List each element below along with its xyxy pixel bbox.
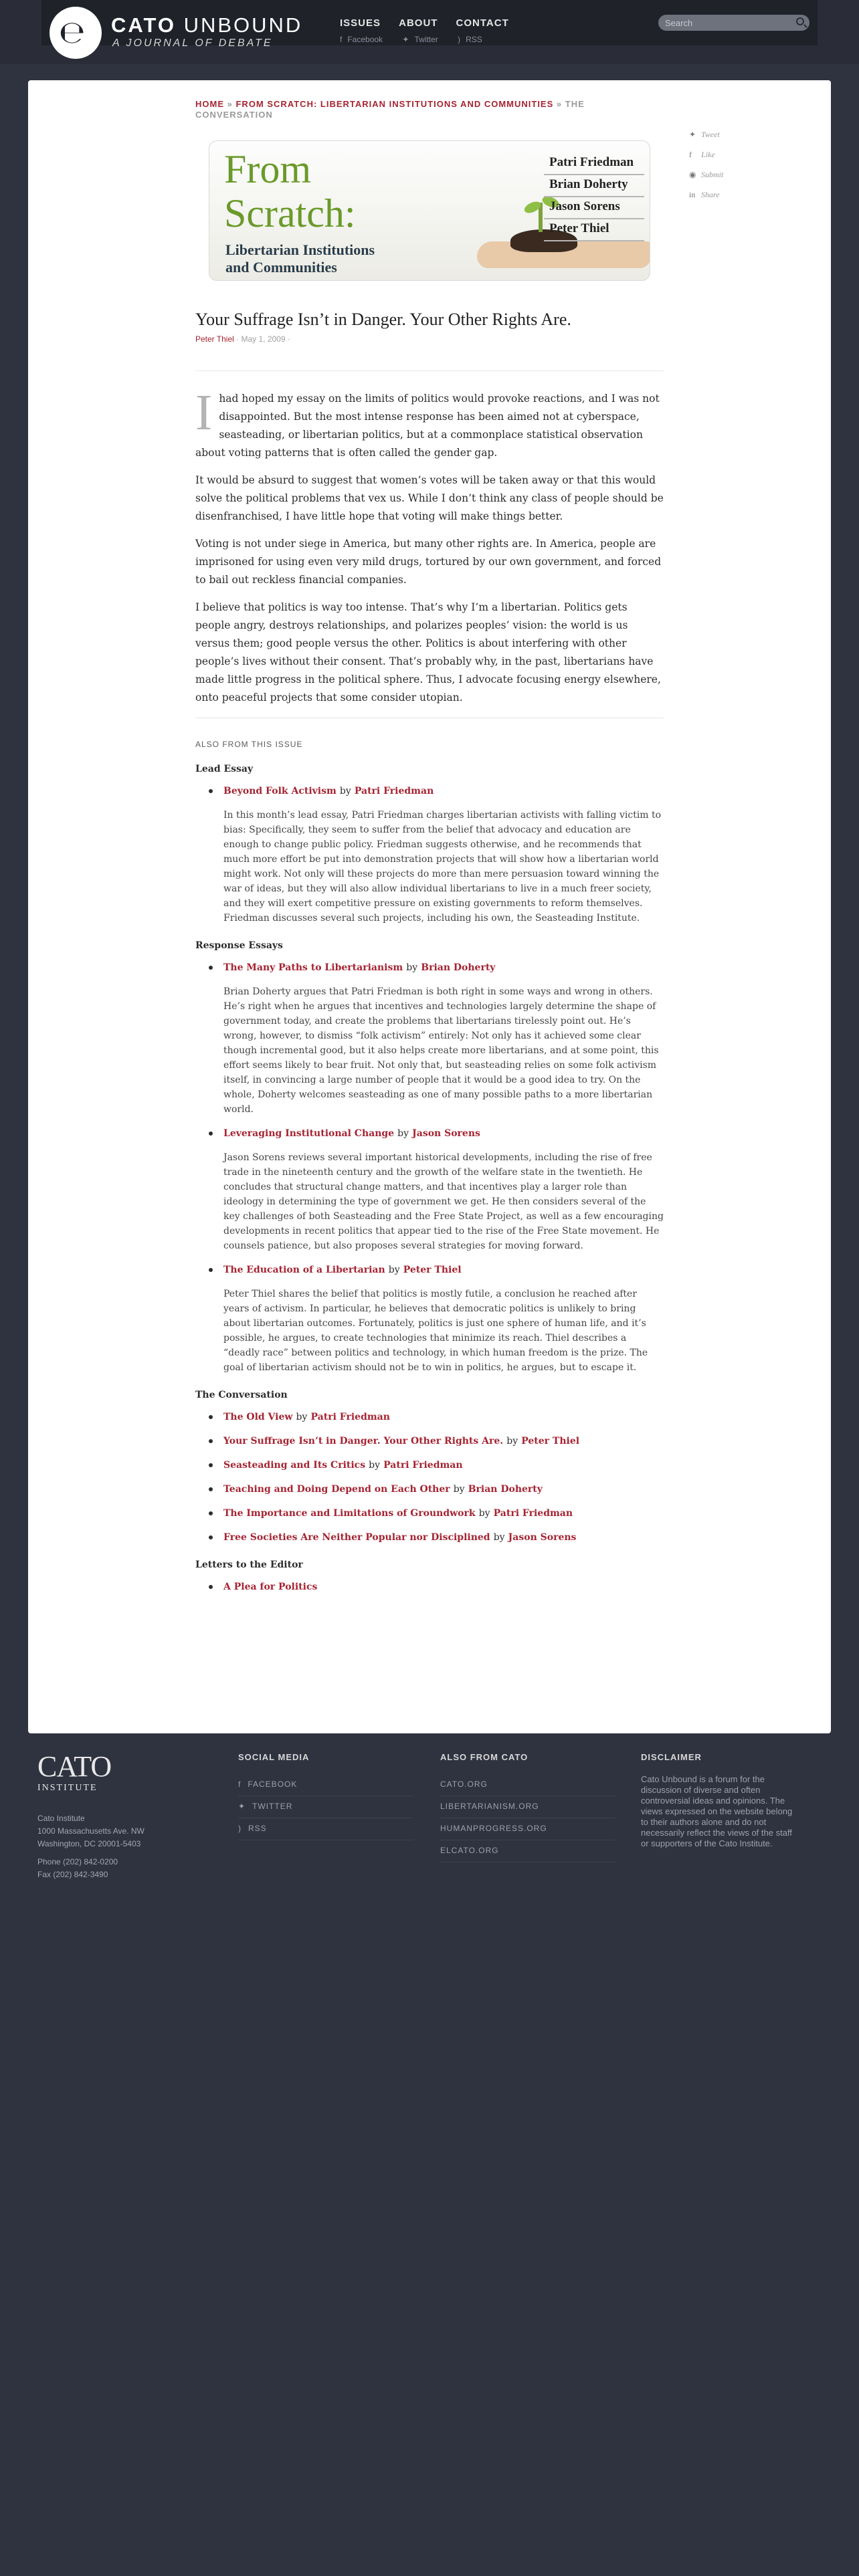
cato-logo[interactable]: CATO xyxy=(37,1750,112,1783)
article-title: Your Suffrage Isn’t in Danger. Your Other Rights Are. xyxy=(195,310,571,329)
list-item: Seasteading and Its Critics by Patri Friedman xyxy=(223,1458,664,1473)
author-link[interactable]: Peter Thiel xyxy=(403,1265,462,1275)
essay-link[interactable]: The Importance and Limitations of Groundwork xyxy=(223,1508,476,1519)
banner-author: Peter Thiel xyxy=(544,219,644,241)
list-item: Free Societies Are Neither Popular nor Disciplined by Jason Sorens xyxy=(223,1530,664,1545)
article-body xyxy=(195,385,664,707)
essay-summary: Jason Sorens reviews several important historical developments, including the rise of free trade in the nineteenth century and the growth of the welfare state in the twentieth. He concludes that structural change matters, and that incentives play a larger role than ideology in determining the type of government we get. He then considers several of the key challenges of both Seasteading and the Free State Project, as well as a few encouraging developments in recent politics that appear tied to the rise of the Free State movement. He counsels patience, but also proposes several strategies for moving forward. xyxy=(223,1152,664,1251)
footer-also xyxy=(440,1752,615,1862)
search-input[interactable] xyxy=(665,17,785,29)
paragraph: Voting is not under siege in America, but many other rights are. In America, people are imprisoned for using even very mild drugs, tortured by our own government, and forced to bail out reckless financial companies. xyxy=(195,538,662,586)
stumbleupon-icon: ◉ xyxy=(689,170,696,179)
essay-link[interactable]: Teaching and Doing Depend on Each Other xyxy=(223,1484,450,1495)
search-icon[interactable] xyxy=(796,17,804,25)
site-title[interactable]: CATO UNBOUND xyxy=(111,13,303,37)
search-box xyxy=(658,15,809,31)
twitter-link[interactable]: ✦ Twitter xyxy=(402,35,438,44)
disclaimer-text: Cato Unbound is a forum for the discussion of diverse and often controversial ideas and opinions. The views expressed on the website belong to their authors alone and do not necessarily reflect the views of the staff or supporters of the Cato Institute. xyxy=(641,1774,793,1848)
essay-link[interactable]: Leveraging Institutional Change xyxy=(223,1128,395,1139)
list-item: Beyond Folk Activism by Patri Friedman In this month’s lead essay, Patri Friedman charges libertarian activists with falling victim to bias: Specifically, they seem to suffer from the belief that advocacy and education are enough to change public policy. Friedman suggests otherwise, and he recommends that much more effort be put into demonstration projects that will show how a libertarian world might work. Not only will these projects do more than mere persuasion toward winning the war of ideas, but they will also allow individual libertarians to live in a much freer society, and they will exert competitive pressure on existing governments to reform themselves. Friedman discusses several such projects, including his own, the Seasteading Institute. xyxy=(223,784,664,926)
author-link[interactable]: Patri Friedman xyxy=(383,1460,463,1471)
facebook-icon: f xyxy=(689,150,692,159)
divider xyxy=(195,370,664,371)
footer-link[interactable]: LIBERTARIANISM.ORG xyxy=(440,1796,615,1818)
cato-logo-sub: INSTITUTE xyxy=(37,1783,98,1793)
main-card xyxy=(28,80,831,1733)
footer-social xyxy=(238,1752,413,1840)
footer-link[interactable]: ELCATO.ORG xyxy=(440,1840,615,1862)
share-button[interactable]: in Share xyxy=(689,190,720,199)
twitter-icon: ✦ xyxy=(689,130,696,139)
list-item: Leveraging Institutional Change by Jason Sorens Jason Sorens reviews several important historical developments, including the rise of free trade in the nineteenth century and the growth of the welfare state in the twentieth. He concludes that structural change matters, and that incentives play a larger role than ideology in determining the type of government we get. He then considers several of the key challenges of both Seasteading and the Free State Project, as well as a few encouraging developments in recent politics that appear tied to the rise of the Free State movement. He counsels patience, but also proposes several strategies for moving forward. xyxy=(223,1126,664,1253)
banner-author: Jason Sorens xyxy=(544,197,644,219)
breadcrumb-section[interactable]: FROM SCRATCH: LIBERTARIAN INSTITUTIONS AND COMMUNITIES xyxy=(235,99,554,109)
letters-list xyxy=(223,1580,664,1594)
footer-heading: ALSO FROM CATO xyxy=(440,1752,529,1762)
essay-summary: In this month’s lead essay, Patri Friedman charges libertarian activists with falling victim to bias: Specifically, they seem to suffer from the belief that advocacy and education are enough to change public policy. Friedman suggests otherwise, and he recommends that much more effort be put into demonstration projects that will show how a libertarian world might work. Not only will these projects do more than mere persuasion toward winning the war of ideas, but they will also allow individual libertarians to live in a much freer society, and they will exert competitive pressure on existing governments to reform themselves. Friedman discusses several such projects, including his own, the Seasteading Institute. xyxy=(223,810,662,924)
footer-contact xyxy=(37,1752,145,1881)
response-essay-list xyxy=(223,960,664,1375)
essay-link[interactable]: The Many Paths to Libertarianism xyxy=(223,962,403,973)
banner-authors xyxy=(544,153,644,241)
author-link[interactable]: Peter Thiel xyxy=(195,334,234,344)
main-nav xyxy=(340,16,524,29)
footer-twitter-link[interactable]: ✦ TWITTER xyxy=(238,1796,413,1818)
issue-banner[interactable] xyxy=(209,140,650,281)
rss-link[interactable]: ) RSS xyxy=(458,35,482,44)
site-header xyxy=(0,0,859,64)
footer-link[interactable]: CATO.ORG xyxy=(440,1774,615,1796)
author-link[interactable]: Patri Friedman xyxy=(493,1508,573,1519)
conversation-heading: The Conversation xyxy=(195,1390,288,1400)
publish-date: · May 1, 2009 · xyxy=(233,334,290,344)
list-item: The Old View by Patri Friedman xyxy=(223,1410,664,1424)
list-item: The Education of a Libertarian by Peter Thiel Peter Thiel shares the belief that politics is mostly futile, a conclusion he reached after years of activism. In particular, he believes that democratic politics is unlikely to bring about libertarian outcomes. Fortunately, politics is just one sphere of human life, and it’s possible, he argues, to create technologies that minimize its reach. Thiel describes a “deadly race” between politics and technology, in which human freedom is the prize. The goal of libertarian activism should not be to win in politics, he argues, but to escape it. xyxy=(223,1263,664,1375)
paragraph: I believe that politics is way too intense. That’s why I’m a libertarian. Politics gets people angry, destroys relationships, and polarizes peoples’ vision: the world is us versus them; good people versus the other. Politics is about interfering with other people’s lives without their consent. That’s probably why, in the past, libertarians have made little progress in the political sphere. Thus, I advocate focusing energy elsewhere, onto peaceful projects that some consider utopian. xyxy=(195,601,661,704)
list-item: Your Suffrage Isn’t in Danger. Your Other Rights Are. by Peter Thiel xyxy=(223,1434,664,1448)
twitter-icon: ✦ xyxy=(238,1802,246,1811)
author-link[interactable]: Jason Sorens xyxy=(412,1128,480,1139)
author-link[interactable]: Brian Doherty xyxy=(468,1484,543,1495)
footer-rss-link[interactable]: ) RSS xyxy=(238,1818,413,1840)
author-link[interactable]: Patri Friedman xyxy=(310,1412,390,1422)
breadcrumb-home[interactable]: HOME xyxy=(195,99,224,109)
like-button[interactable]: f Like xyxy=(689,150,715,159)
nav-about[interactable]: ABOUT xyxy=(399,17,438,29)
paragraph: It would be absurd to suggest that women’s votes will be taken away or that this would solve the political problems that vex us. While I don’t think any class of people should be disenfranchised, I have little hope that voting will make things better. xyxy=(195,474,664,522)
banner-author: Patri Friedman xyxy=(544,153,644,175)
breadcrumb-current: THE CONVERSATION xyxy=(195,99,585,120)
byline xyxy=(195,334,664,344)
facebook-icon: f xyxy=(340,35,343,44)
author-link[interactable]: Patri Friedman xyxy=(354,786,434,796)
banner-subtitle-line1: Libertarian Institutions xyxy=(225,241,375,258)
essay-summary: Brian Doherty argues that Patri Friedman is both right in some ways and wrong in others. He’s right when he argues that incentives and technologies largely determine the shape of government today, and create the problems that libertarians tirelessly point out. He’s wrong, however, to dismiss “folk activism” entirely: Not only has it achieved some clear though incremental good, but it also helps create more libertarians, and at some point, this effort seems likely to bear fruit. Not only that, but seasteading relies on some folk activism itself, in convincing a large number of people that it would be a good idea to try. On the whole, Doherty welcomes seasteading as one of many possible paths to a more libertarian world. xyxy=(223,986,659,1115)
letters-heading: Letters to the Editor xyxy=(195,1560,303,1570)
list-item xyxy=(223,1580,664,1594)
nav-issues[interactable]: ISSUES xyxy=(340,17,381,29)
essay-link[interactable]: Your Suffrage Isn’t in Danger. Your Other Rights Are. xyxy=(223,1436,504,1446)
essay-link[interactable]: Free Societies Are Neither Popular nor Disciplined xyxy=(223,1532,490,1543)
essay-link[interactable]: Beyond Folk Activism xyxy=(223,786,337,796)
twitter-icon: ✦ xyxy=(402,35,409,44)
list-item: Teaching and Doing Depend on Each Other by Brian Doherty xyxy=(223,1482,664,1497)
lead-essay-heading: Lead Essay xyxy=(195,764,254,774)
author-link[interactable]: Peter Thiel xyxy=(521,1436,580,1446)
share-panel xyxy=(689,130,723,210)
logo-icon[interactable]: ℮ xyxy=(50,7,102,59)
rss-icon: ) xyxy=(238,1824,242,1833)
conversation-list xyxy=(223,1410,664,1545)
nav-contact[interactable]: CONTACT xyxy=(456,17,509,29)
banner-author: Brian Doherty xyxy=(544,175,644,197)
facebook-icon: f xyxy=(238,1780,242,1789)
submit-button[interactable]: ◉ Submit xyxy=(689,170,724,179)
article-column xyxy=(195,99,664,1604)
list-item: The Importance and Limitations of Groundwork by Patri Friedman xyxy=(223,1506,664,1521)
essay-summary: Peter Thiel shares the belief that politics is mostly futile, a conclusion he reached after years of activism. In particular, he believes that democratic politics is unlikely to bring about libertarian outcomes. Fortunately, politics is just one sphere of human life, and it’s possible, he argues, to create technologies that minimize its reach. Thiel describes a “deadly race” between politics and technology, in which human freedom is the prize. The goal of libertarian activism should not be to win in politics, he argues, but to escape it. xyxy=(223,1289,648,1373)
author-link[interactable]: Jason Sorens xyxy=(508,1532,577,1543)
footer-facebook-link[interactable]: f FACEBOOK xyxy=(238,1774,413,1796)
essay-link[interactable]: Seasteading and Its Critics xyxy=(223,1460,366,1471)
essay-link[interactable]: The Old View xyxy=(223,1412,293,1422)
also-heading: ALSO FROM THIS ISSUE xyxy=(195,740,303,749)
banner-subtitle-line2: and Communities xyxy=(225,259,337,276)
tweet-button[interactable]: ✦ Tweet xyxy=(689,130,720,139)
linkedin-icon: in xyxy=(689,190,696,199)
address: Cato Institute 1000 Massachusetts Ave. NW Washington, DC 20001-5403 Phone (202) 842-0200 Fax (202) 842-3490 xyxy=(37,1814,145,1879)
footer-heading: DISCLAIMER xyxy=(641,1752,702,1762)
rss-icon: ) xyxy=(458,35,461,44)
essay-link[interactable]: The Education of a Libertarian xyxy=(223,1265,385,1275)
paragraph: Ihad hoped my essay on the limits of politics would provoke reactions, and I was not disappointed. But the most intense response has been aimed not at cyberspace, seasteading, or libertarian politics, but at a commonplace statistical observation about voting patterns that is often called the gender gap. xyxy=(195,385,660,459)
lead-essay-list xyxy=(223,784,664,926)
footer-link[interactable]: HUMANPROGRESS.ORG xyxy=(440,1818,615,1840)
letter-link[interactable]: A Plea for Politics xyxy=(223,1582,318,1592)
facebook-link[interactable]: f Facebook xyxy=(340,35,383,44)
list-item: The Many Paths to Libertarianism by Brian Doherty Brian Doherty argues that Patri Friedman is both right in some ways and wrong in others. He’s right when he argues that incentives and technologies largely determine the shape of government today, and create the problems that libertarians tirelessly point out. He’s wrong, however, to dismiss “folk activism” entirely: Not only has it achieved some clear though incremental good, but it also helps create more libertarians, and at some point, this effort seems likely to bear fruit. Not only that, but seasteading relies on some folk activism itself, in convincing a large number of people that it would be a good idea to try. On the whole, Doherty welcomes seasteading as one of many possible paths to a more libertarian world. xyxy=(223,960,664,1117)
header-social xyxy=(340,35,500,44)
banner-title-line2: Scratch: xyxy=(224,191,356,235)
footer-heading: SOCIAL MEDIA xyxy=(238,1752,310,1762)
site-subtitle: A JOURNAL OF DEBATE xyxy=(112,37,273,49)
breadcrumb: HOME » FROM SCRATCH: LIBERTARIAN INSTITUTIONS AND COMMUNITIES » THE CONVERSATION xyxy=(195,99,585,120)
footer-disclaimer xyxy=(641,1752,795,1849)
response-essays-heading: Response Essays xyxy=(195,940,283,951)
dropcap: I xyxy=(195,385,213,441)
banner-title-line1: From xyxy=(224,147,312,191)
author-link[interactable]: Brian Doherty xyxy=(421,962,496,973)
